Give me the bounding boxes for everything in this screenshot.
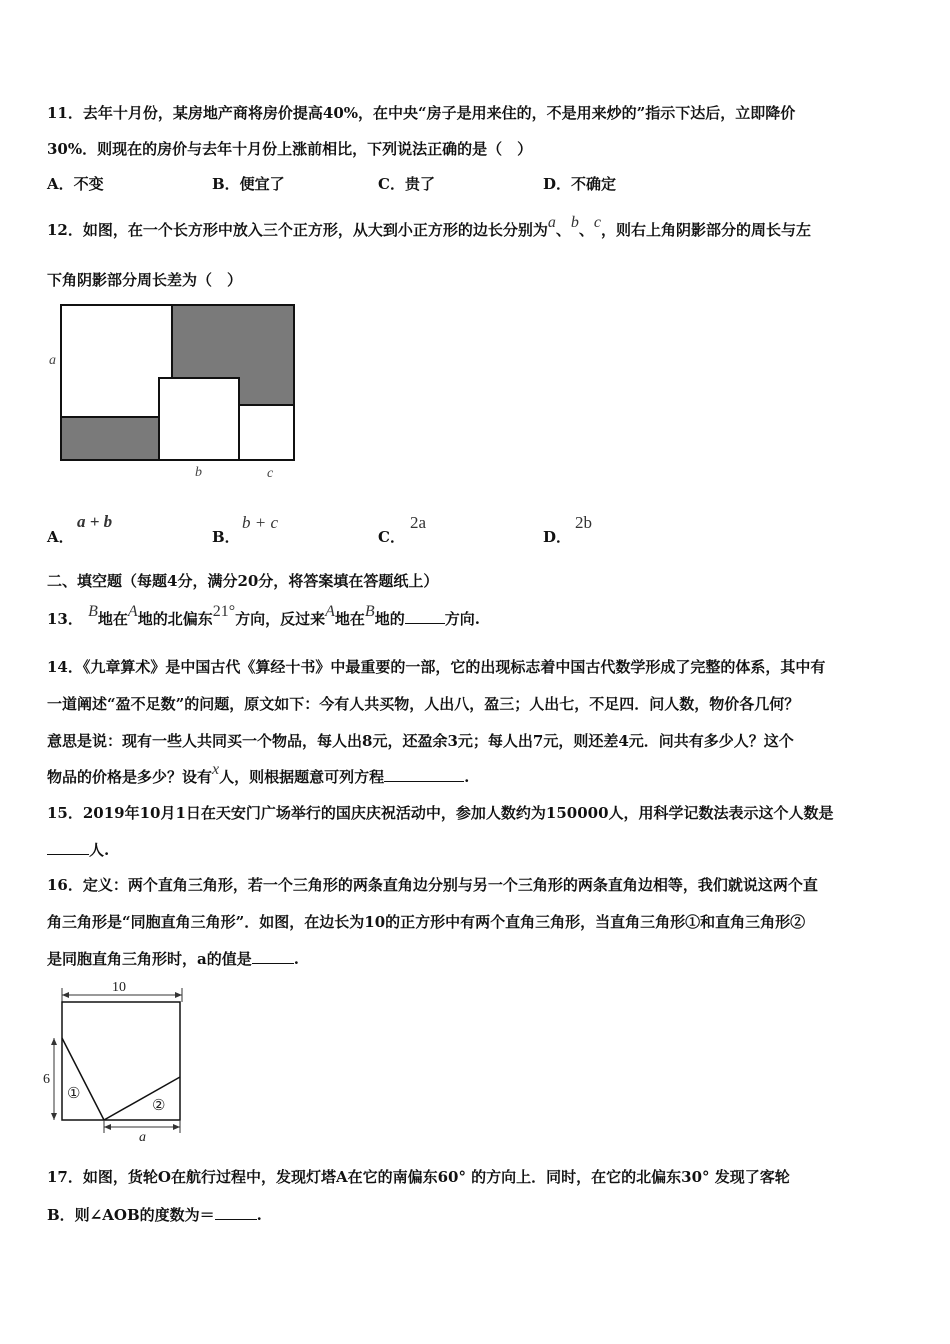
q14-line2: 一道阐述“盈不足数”的问题，原文如下：今有人共买物，人出八，盈三；人出七，不足四．问人数，物价各几何？ xyxy=(47,695,800,713)
q15-line1: 15．2019年10月1日在天安门广场举行的国庆庆祝活动中，参加人数约为150000人，用科学记数法表示这个人数是 xyxy=(47,804,834,822)
q12-option-d-expr: 2b xyxy=(575,513,592,532)
q14-answer-blank xyxy=(384,767,464,782)
q14-line3: 意思是说：现有一些人共同买一个物品，每人出8元，还盈余3元；每人出7元，则还差4元．问共有多少人？这个 xyxy=(47,732,794,750)
q14-line4: 物品的价格是多少？设有x人，则根据题意可列方程 . xyxy=(47,761,470,786)
q11-line2: 30%．则现在的房价与去年十月份上涨前相比，下列说法正确的是（ ） xyxy=(47,140,533,158)
square-a xyxy=(61,305,172,417)
q12-line1: 12．如图，在一个长方形中放入三个正方形，从大到小正方形的边长分别为a、b、c，则右上角阴影部分的周长与左 xyxy=(47,214,812,239)
q15-answer-blank xyxy=(47,840,89,855)
triangle-2-hyp xyxy=(104,1077,180,1120)
q16-answer-blank xyxy=(252,949,294,964)
q13-line: 13． B地在A地的北偏东21°方向，反过来A地在B地的 方向. xyxy=(47,603,480,628)
shade-bottom-left xyxy=(61,417,159,460)
q12-option-a-letter: A． xyxy=(47,528,74,546)
triangle-1-hyp xyxy=(62,1038,104,1120)
q17-line2: B．则∠AOB的度数为＝ . xyxy=(47,1206,262,1224)
q13-answer-blank xyxy=(405,609,445,624)
q14-line1: 14．《九章算术》是中国古代《算经十书》中最重要的一部，它的出现标志着中国古代数学形成了完整的体系，其中有 xyxy=(47,658,826,676)
var-x: x xyxy=(212,761,220,778)
label-tri2: ② xyxy=(152,1098,166,1114)
var-a: a xyxy=(547,214,556,231)
q17-line1: 17．如图，货轮O在航行过程中，发现灯塔A在它的南偏东60° 的方向上．同时，在它的北偏东30° 发现了客轮 xyxy=(47,1168,790,1186)
q12-line2: 下角阴影部分周长差为（ ） xyxy=(47,271,243,289)
q12-option-d-letter: D． xyxy=(543,528,572,546)
q12-option-a-expr: a + b xyxy=(77,512,113,531)
fig-label-c: c xyxy=(267,466,274,481)
q11-option-b: B．便宜了 xyxy=(212,175,285,193)
q12-option-b-letter: B． xyxy=(212,528,240,546)
q12-option-c-letter: C． xyxy=(378,528,405,546)
label-tri1: ① xyxy=(67,1086,81,1102)
q13-angle: 21° xyxy=(212,603,236,620)
fig-label-b: b xyxy=(195,465,202,480)
var-b: b xyxy=(570,214,579,231)
var-c: c xyxy=(593,214,602,231)
dim-bottom-a: a xyxy=(139,1130,146,1145)
q12-option-c-expr: 2a xyxy=(410,513,427,532)
q11-option-c: C．贵了 xyxy=(378,175,435,193)
q12-option-b-expr: b + c xyxy=(242,513,279,532)
q15-line2: 人. xyxy=(47,840,109,860)
q11-option-a: A．不变 xyxy=(47,175,104,193)
q16-figure xyxy=(40,975,190,1145)
q11-line1: 11．去年十月份，某房地产商将房价提高40%，在中央“房子是用来住的，不是用来炒的”指示下达后，立即降价 xyxy=(47,104,796,122)
square-b xyxy=(159,378,239,460)
dim-top-10: 10 xyxy=(112,980,126,995)
q16-line2: 角三角形是“同胞直角三角形”．如图，在边长为10的正方形中有两个直角三角形，当直角三角形①和直角三角形② xyxy=(47,913,806,931)
q12-figure xyxy=(44,300,304,485)
section2-title: 二、填空题（每题4分，满分20分，将答案填在答题纸上） xyxy=(47,572,439,590)
fig-label-a: a xyxy=(49,353,56,368)
q17-answer-blank xyxy=(215,1205,257,1220)
q11-option-d: D．不确定 xyxy=(543,175,617,193)
dim-left-6: 6 xyxy=(43,1072,50,1087)
square-c xyxy=(239,405,294,460)
q16-line3: 是同胞直角三角形时，a的值是 . xyxy=(47,950,299,968)
q16-line1: 16．定义：两个直角三角形，若一个三角形的两条直角边分别与另一个三角形的两条直角边相等，我们就说这两个直 xyxy=(47,876,818,894)
